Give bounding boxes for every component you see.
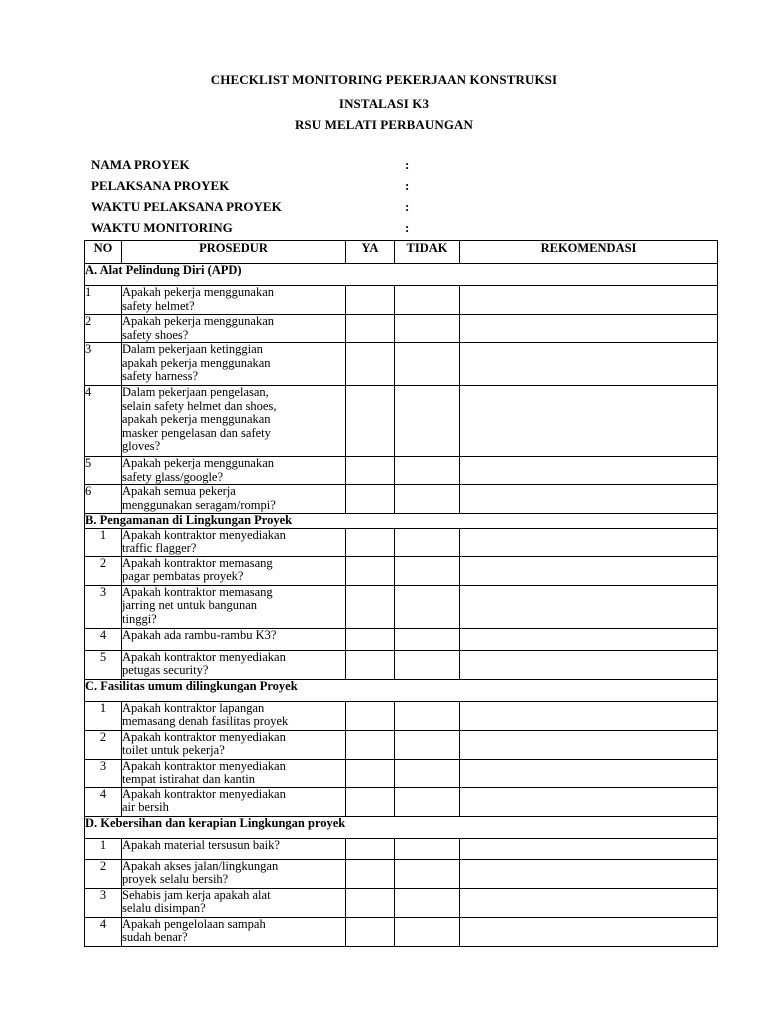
ya-cell[interactable] [346, 585, 395, 628]
meta-colon: : [405, 199, 410, 214]
procedure-text-line: Apakah kontraktor menyediakan [122, 527, 286, 542]
ya-cell[interactable] [346, 787, 395, 816]
procedure-text-line: Apakah pekerja menggunakan [122, 285, 275, 299]
procedure-text-line: pagar pembatas proyek? [122, 569, 244, 583]
procedure-text-line: Apakah pekerja menggunakan [122, 456, 275, 470]
table-row [85, 485, 718, 514]
ya-cell[interactable] [346, 628, 395, 650]
procedure-cell [122, 585, 346, 628]
section-row [85, 816, 718, 838]
procedure-cell [122, 759, 346, 787]
procedure-text-line: Apakah ada rambu-rambu K3? [122, 627, 277, 642]
procedure-text-line: apakah pekerja menggunakan [122, 412, 271, 426]
procedure-cell [122, 315, 346, 343]
ya-cell[interactable] [346, 386, 395, 457]
header-tidak: TIDAK [395, 241, 460, 264]
section-title: C. Fasilitas umum dilingkungan Proyek [85, 679, 718, 701]
ya-cell[interactable] [346, 556, 395, 585]
procedure-text-line: Apakah pengelolaan sampah [122, 916, 266, 931]
ya-cell[interactable] [346, 457, 395, 485]
row-number: 1 [85, 286, 122, 315]
procedure-text-line: Apakah pekerja menggunakan [122, 314, 275, 328]
rekomendasi-cell[interactable] [460, 650, 718, 679]
procedure-cell [122, 343, 346, 386]
procedure-text-line: Dalam pekerjaan ketinggian [122, 342, 263, 356]
meta-label-nama-proyek: NAMA PROYEK [91, 157, 190, 172]
ya-cell[interactable] [346, 315, 395, 343]
meta-label-pelaksana-proyek: PELAKSANA PROYEK [91, 178, 230, 193]
procedure-text-line: selain safety helmet dan shoes, [122, 398, 277, 413]
procedure-cell [122, 457, 346, 485]
procedure-text-line: memasang denah fasilitas proyek [122, 714, 289, 728]
ya-cell[interactable] [346, 528, 395, 556]
table-header-row [85, 241, 718, 264]
procedure-cell [122, 556, 346, 585]
procedure-text-line: Apakah material tersusun baik? [122, 837, 280, 852]
ya-cell[interactable] [346, 343, 395, 386]
row-number: 3 [85, 888, 122, 917]
section-row [85, 679, 718, 701]
tidak-cell[interactable] [395, 701, 460, 730]
tidak-cell[interactable] [395, 585, 460, 628]
rekomendasi-cell[interactable] [460, 386, 718, 457]
header-prosedur: PROSEDUR [122, 241, 346, 264]
procedure-cell [122, 859, 346, 888]
procedure-text-line: sudah benar? [122, 930, 188, 944]
meta-colon: : [405, 157, 410, 172]
row-number: 4 [85, 917, 122, 946]
procedure-text-line: Apakah kontraktor menyediakan [122, 649, 286, 664]
tidak-cell[interactable] [395, 759, 460, 787]
procedure-text-line: petugas security? [122, 663, 209, 677]
table-row [85, 585, 718, 628]
header-no: NO [85, 241, 122, 264]
procedure-text-line: traffic flagger? [122, 541, 197, 555]
rekomendasi-cell[interactable] [460, 343, 718, 386]
row-number: 3 [85, 759, 122, 787]
procedure-text-line: Dalam pekerjaan pengelasan, [122, 385, 269, 399]
procedure-text-line: proyek selalu bersih? [122, 872, 229, 886]
ya-cell[interactable] [346, 485, 395, 514]
procedure-text-line: jarring net untuk bangunan [122, 598, 258, 612]
row-number: 2 [85, 315, 122, 343]
rekomendasi-cell[interactable] [460, 485, 718, 514]
tidak-cell[interactable] [395, 343, 460, 386]
tidak-cell[interactable] [395, 315, 460, 343]
table-row [85, 759, 718, 787]
procedure-cell [122, 650, 346, 679]
procedure-text-line: Apakah kontraktor menyediakan [122, 786, 286, 801]
row-number: 2 [85, 859, 122, 888]
ya-cell[interactable] [346, 917, 395, 946]
meta-colon: : [405, 220, 410, 235]
procedure-text-line: Sehabis jam kerja apakah alat [122, 887, 271, 902]
table-row [85, 787, 718, 816]
ya-cell[interactable] [346, 730, 395, 759]
ya-cell[interactable] [346, 286, 395, 315]
rekomendasi-cell[interactable] [460, 457, 718, 485]
tidak-cell[interactable] [395, 917, 460, 946]
table-row [85, 457, 718, 485]
procedure-text-line: selalu disimpan? [122, 901, 206, 915]
table-row [85, 628, 718, 650]
ya-cell[interactable] [346, 650, 395, 679]
row-number: 6 [85, 485, 122, 514]
tidak-cell[interactable] [395, 859, 460, 888]
procedure-text-line: menggunakan seragam/rompi? [122, 497, 276, 512]
header-rekomendasi: REKOMENDASI [460, 241, 718, 264]
procedure-text-line: gloves? [122, 439, 161, 453]
row-number: 4 [85, 787, 122, 816]
meta-label-waktu-pelaksana: WAKTU PELAKSANA PROYEK [91, 199, 282, 214]
meta-label-waktu-monitoring: WAKTU MONITORING [91, 220, 233, 235]
tidak-cell[interactable] [395, 838, 460, 859]
ya-cell[interactable] [346, 859, 395, 888]
table-row [85, 528, 718, 556]
procedure-cell [122, 888, 346, 917]
rekomendasi-cell[interactable] [460, 585, 718, 628]
rekomendasi-cell[interactable] [460, 730, 718, 759]
ya-cell[interactable] [346, 701, 395, 730]
procedure-text-line: safety shoes? [122, 327, 189, 342]
procedure-text-line: Apakah kontraktor menyediakan [122, 729, 286, 744]
ya-cell[interactable] [346, 888, 395, 917]
tidak-cell[interactable] [395, 528, 460, 556]
tidak-cell[interactable] [395, 787, 460, 816]
rekomendasi-cell[interactable] [460, 859, 718, 888]
procedure-cell [122, 386, 346, 457]
table-row [85, 386, 718, 457]
procedure-text-line: safety harness? [122, 369, 199, 383]
tidak-cell[interactable] [395, 485, 460, 514]
row-number: 2 [85, 730, 122, 759]
row-number: 4 [85, 386, 122, 457]
procedure-text-line: masker pengelasan dan safety [122, 425, 271, 440]
row-number: 2 [85, 556, 122, 585]
row-number: 5 [85, 457, 122, 485]
tidak-cell[interactable] [395, 650, 460, 679]
checklist-table [84, 240, 718, 947]
table-row [85, 286, 718, 315]
rekomendasi-cell[interactable] [460, 701, 718, 730]
procedure-cell [122, 485, 346, 514]
rekomendasi-cell[interactable] [460, 286, 718, 315]
procedure-cell [122, 730, 346, 759]
procedure-text-line: safety glass/google? [122, 469, 224, 484]
procedure-cell [122, 628, 346, 650]
procedure-text-line: Apakah kontraktor memasang [122, 555, 273, 570]
section-title: A. Alat Pelindung Diri (APD) [85, 264, 718, 286]
tidak-cell[interactable] [395, 286, 460, 315]
tidak-cell[interactable] [395, 888, 460, 917]
header-ya: YA [346, 241, 395, 264]
procedure-cell [122, 917, 346, 946]
rekomendasi-cell[interactable] [460, 917, 718, 946]
row-number: 4 [85, 628, 122, 650]
procedure-cell [122, 787, 346, 816]
tidak-cell[interactable] [395, 628, 460, 650]
section-row [85, 264, 718, 286]
table-row [85, 315, 718, 343]
institution-name: RSU MELATI PERBAUNGAN [294, 117, 474, 132]
tidak-cell[interactable] [395, 457, 460, 485]
tidak-cell[interactable] [395, 556, 460, 585]
procedure-text-line: toilet untuk pekerja? [122, 743, 225, 757]
procedure-text-line: Apakah akses jalan/lingkungan [122, 858, 279, 873]
procedure-text-line: Apakah kontraktor memasang [122, 584, 273, 599]
row-number: 1 [85, 701, 122, 730]
procedure-cell [122, 838, 346, 859]
table-row [85, 701, 718, 730]
row-number: 5 [85, 650, 122, 679]
ya-cell[interactable] [346, 759, 395, 787]
procedure-cell [122, 528, 346, 556]
meta-colon: : [405, 178, 410, 193]
rekomendasi-cell[interactable] [460, 628, 718, 650]
procedure-text-line: safety helmet? [122, 298, 195, 313]
document-title: CHECKLIST MONITORING PEKERJAAN KONSTRUKSI [210, 72, 558, 87]
rekomendasi-cell[interactable] [460, 556, 718, 585]
rekomendasi-cell[interactable] [460, 528, 718, 556]
procedure-text-line: tempat istirahat dan kantin [122, 772, 255, 786]
document-subtitle: INSTALASI K3 [338, 96, 430, 111]
table-row [85, 917, 718, 946]
procedure-text-line: air bersih [122, 800, 169, 814]
row-number: 1 [85, 528, 122, 556]
table-row [85, 859, 718, 888]
rekomendasi-cell[interactable] [460, 888, 718, 917]
procedure-cell [122, 286, 346, 315]
procedure-text-line: apakah pekerja menggunakan [122, 355, 271, 370]
rekomendasi-cell[interactable] [460, 759, 718, 787]
table-row [85, 343, 718, 386]
ya-cell[interactable] [346, 838, 395, 859]
table-row [85, 556, 718, 585]
row-number: 3 [85, 585, 122, 628]
rekomendasi-cell[interactable] [460, 315, 718, 343]
checklist-body [85, 241, 718, 947]
rekomendasi-cell[interactable] [460, 787, 718, 816]
procedure-text-line: Apakah kontraktor lapangan [122, 700, 265, 715]
table-row [85, 650, 718, 679]
rekomendasi-cell[interactable] [460, 838, 718, 859]
procedure-text-line: Apakah semua pekerja [122, 484, 236, 498]
section-title: B. Pengamanan di Lingkungan Proyek [85, 514, 718, 529]
section-row [85, 514, 718, 529]
row-number: 3 [85, 343, 122, 386]
row-number: 1 [85, 838, 122, 859]
tidak-cell[interactable] [395, 730, 460, 759]
procedure-text-line: Apakah kontraktor menyediakan [122, 758, 286, 773]
table-row [85, 730, 718, 759]
table-row [85, 838, 718, 859]
section-title: D. Kebersihan dan kerapian Lingkungan proyek [85, 816, 718, 838]
procedure-text-line: tinggi? [122, 611, 157, 626]
procedure-cell [122, 701, 346, 730]
tidak-cell[interactable] [395, 386, 460, 457]
table-row [85, 888, 718, 917]
